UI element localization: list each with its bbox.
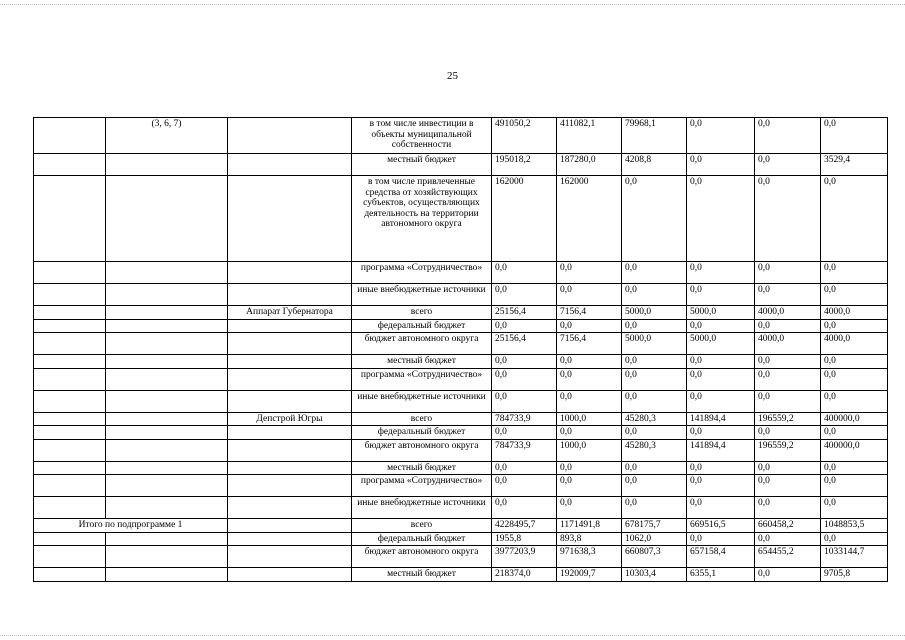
cell-executor xyxy=(228,284,352,306)
cell-value: 0,0 xyxy=(557,497,622,519)
table-row xyxy=(34,306,888,320)
cell-event-number xyxy=(106,306,228,320)
cell-event-number xyxy=(106,412,228,426)
scan-edge-top xyxy=(0,0,905,5)
cell-value: 0,0 xyxy=(492,262,557,284)
cell-value: 971638,3 xyxy=(557,546,622,568)
cell-value: 192009,7 xyxy=(557,568,622,582)
cell-value: 0,0 xyxy=(687,176,755,262)
cell-value: 0,0 xyxy=(622,355,687,369)
cell-funding-source: всего xyxy=(352,412,492,426)
cell-col1 xyxy=(34,439,106,461)
cell-executor xyxy=(228,426,352,440)
cell-value: 660458,2 xyxy=(755,519,821,533)
cell-value: 678175,7 xyxy=(622,519,687,533)
cell-col1 xyxy=(34,568,106,582)
table-row xyxy=(34,475,888,497)
cell-value: 0,0 xyxy=(557,426,622,440)
table-row xyxy=(34,461,888,475)
cell-value: 0,0 xyxy=(557,475,622,497)
cell-value: 4228495,7 xyxy=(492,519,557,533)
cell-col1 xyxy=(34,262,106,284)
cell-value: 784733,9 xyxy=(492,412,557,426)
cell-funding-source: федеральный бюджет xyxy=(352,319,492,333)
cell-value: 0,0 xyxy=(687,390,755,412)
cell-event-number xyxy=(106,390,228,412)
cell-value: 1033144,7 xyxy=(821,546,888,568)
cell-executor: Аппарат Губернатора xyxy=(228,306,352,320)
cell-col1 xyxy=(34,461,106,475)
cell-value: 0,0 xyxy=(557,262,622,284)
cell-executor xyxy=(228,118,352,154)
page-number: 25 xyxy=(447,70,458,82)
cell-value: 0,0 xyxy=(687,319,755,333)
cell-event-number xyxy=(106,154,228,176)
cell-value: 0,0 xyxy=(687,355,755,369)
cell-value: 0,0 xyxy=(821,368,888,390)
cell-col1 xyxy=(34,497,106,519)
cell-value: 0,0 xyxy=(821,532,888,546)
cell-value: 669516,5 xyxy=(687,519,755,533)
cell-executor xyxy=(228,262,352,284)
cell-funding-source: бюджет автономного округа xyxy=(352,439,492,461)
cell-value: 0,0 xyxy=(755,368,821,390)
cell-executor xyxy=(228,497,352,519)
cell-funding-source: местный бюджет xyxy=(352,154,492,176)
cell-executor xyxy=(228,461,352,475)
cell-value: 4000,0 xyxy=(821,333,888,355)
cell-funding-source: в том числе привлеченные средства от хозяйствующих субъектов, осуществляющих деятельность на территории автономного округа xyxy=(352,176,492,262)
cell-event-number xyxy=(106,532,228,546)
cell-value: 0,0 xyxy=(755,176,821,262)
cell-value: 45280,3 xyxy=(622,412,687,426)
cell-value: 0,0 xyxy=(492,461,557,475)
cell-value: 195018,2 xyxy=(492,154,557,176)
cell-value: 0,0 xyxy=(687,475,755,497)
cell-col1 xyxy=(34,390,106,412)
cell-value: 10303,4 xyxy=(622,568,687,582)
cell-value: 5000,0 xyxy=(687,306,755,320)
cell-funding-source: программа «Сотрудничество» xyxy=(352,368,492,390)
table-row xyxy=(34,154,888,176)
cell-value: 0,0 xyxy=(755,284,821,306)
cell-col1 xyxy=(34,176,106,262)
cell-value: 6355,1 xyxy=(687,568,755,582)
cell-value: 0,0 xyxy=(622,497,687,519)
cell-value: 0,0 xyxy=(557,355,622,369)
table-row xyxy=(34,284,888,306)
cell-value: 0,0 xyxy=(492,284,557,306)
cell-value: 196559,2 xyxy=(755,439,821,461)
cell-executor xyxy=(228,333,352,355)
cell-executor xyxy=(228,568,352,582)
cell-value: 0,0 xyxy=(622,426,687,440)
cell-executor: Депстрой Югры xyxy=(228,412,352,426)
cell-funding-source: программа «Сотрудничество» xyxy=(352,262,492,284)
cell-value: 4000,0 xyxy=(821,306,888,320)
cell-value: 1000,0 xyxy=(557,412,622,426)
table-row xyxy=(34,390,888,412)
cell-value: 411082,1 xyxy=(557,118,622,154)
cell-value: 141894,4 xyxy=(687,412,755,426)
cell-executor xyxy=(228,368,352,390)
cell-value: 218374,0 xyxy=(492,568,557,582)
cell-value: 0,0 xyxy=(687,461,755,475)
cell-value: 0,0 xyxy=(821,475,888,497)
cell-value: 784733,9 xyxy=(492,439,557,461)
cell-value: 187280,0 xyxy=(557,154,622,176)
cell-event-number xyxy=(106,546,228,568)
cell-event-number xyxy=(106,284,228,306)
cell-funding-source: бюджет автономного округа xyxy=(352,333,492,355)
cell-event-number xyxy=(106,439,228,461)
cell-value: 5000,0 xyxy=(687,333,755,355)
cell-value: 0,0 xyxy=(821,118,888,154)
table-row xyxy=(34,368,888,390)
table-cut-edge xyxy=(33,604,887,606)
table-row xyxy=(34,519,888,533)
cell-value: 0,0 xyxy=(687,532,755,546)
cell-col1 xyxy=(34,118,106,154)
cell-value: 0,0 xyxy=(755,262,821,284)
cell-value: 0,0 xyxy=(492,355,557,369)
cell-col1 xyxy=(34,412,106,426)
budget-table-body xyxy=(34,118,888,582)
cell-value: 1062,0 xyxy=(622,532,687,546)
cell-event-number xyxy=(106,355,228,369)
cell-value: 0,0 xyxy=(821,355,888,369)
cell-value: 893,8 xyxy=(557,532,622,546)
cell-executor xyxy=(228,355,352,369)
cell-funding-source: иные внебюджетные источники xyxy=(352,497,492,519)
cell-value: 0,0 xyxy=(755,568,821,582)
cell-value: 0,0 xyxy=(821,497,888,519)
cell-value: 196559,2 xyxy=(755,412,821,426)
cell-funding-source: местный бюджет xyxy=(352,568,492,582)
cell-funding-source: иные внебюджетные источники xyxy=(352,284,492,306)
cell-col1 xyxy=(34,426,106,440)
cell-value: 0,0 xyxy=(557,319,622,333)
cell-value: 0,0 xyxy=(821,262,888,284)
cell-funding-source: бюджет автономного округа xyxy=(352,546,492,568)
cell-col1 xyxy=(34,546,106,568)
cell-executor xyxy=(228,176,352,262)
cell-value: 0,0 xyxy=(755,475,821,497)
cell-value: 654455,2 xyxy=(755,546,821,568)
cell-funding-source: федеральный бюджет xyxy=(352,532,492,546)
cell-value: 3977203,9 xyxy=(492,546,557,568)
table-row xyxy=(34,333,888,355)
cell-event-number xyxy=(106,368,228,390)
cell-funding-source: всего xyxy=(352,306,492,320)
cell-value: 7156,4 xyxy=(557,333,622,355)
cell-value: 0,0 xyxy=(492,390,557,412)
cell-funding-source: федеральный бюджет xyxy=(352,426,492,440)
cell-value: 0,0 xyxy=(821,390,888,412)
cell-col1 xyxy=(34,333,106,355)
cell-event-number: (3, 6, 7) xyxy=(106,118,228,154)
cell-value: 0,0 xyxy=(821,176,888,262)
cell-value: 3529,4 xyxy=(821,154,888,176)
table-row xyxy=(34,118,888,154)
cell-value: 5000,0 xyxy=(622,333,687,355)
cell-value: 0,0 xyxy=(821,284,888,306)
cell-value: 491050,2 xyxy=(492,118,557,154)
scan-edge-bottom xyxy=(0,635,905,640)
cell-executor xyxy=(228,475,352,497)
cell-value: 657158,4 xyxy=(687,546,755,568)
cell-value: 4000,0 xyxy=(755,306,821,320)
cell-value: 0,0 xyxy=(755,426,821,440)
cell-value: 0,0 xyxy=(622,262,687,284)
cell-value: 0,0 xyxy=(687,284,755,306)
table-row xyxy=(34,262,888,284)
cell-value: 0,0 xyxy=(492,368,557,390)
table-row xyxy=(34,568,888,582)
cell-value: 1955,8 xyxy=(492,532,557,546)
cell-value: 0,0 xyxy=(622,319,687,333)
cell-value: 162000 xyxy=(557,176,622,262)
cell-value: 0,0 xyxy=(755,118,821,154)
cell-event-number xyxy=(106,461,228,475)
cell-value: 0,0 xyxy=(622,176,687,262)
cell-executor xyxy=(228,519,352,533)
cell-value: 0,0 xyxy=(557,284,622,306)
cell-funding-source: иные внебюджетные источники xyxy=(352,390,492,412)
cell-value: 25156,4 xyxy=(492,306,557,320)
cell-value: 141894,4 xyxy=(687,439,755,461)
cell-value: 0,0 xyxy=(821,319,888,333)
cell-event-number xyxy=(106,262,228,284)
cell-value: 0,0 xyxy=(622,284,687,306)
cell-value: 4208,8 xyxy=(622,154,687,176)
cell-value: 0,0 xyxy=(687,368,755,390)
cell-value: 5000,0 xyxy=(622,306,687,320)
cell-col1 xyxy=(34,368,106,390)
cell-executor xyxy=(228,546,352,568)
table-row xyxy=(34,497,888,519)
cell-value: 1000,0 xyxy=(557,439,622,461)
cell-value: 660807,3 xyxy=(622,546,687,568)
cell-value: 0,0 xyxy=(557,390,622,412)
cell-event-number xyxy=(106,176,228,262)
cell-value: 0,0 xyxy=(492,426,557,440)
cell-value: 0,0 xyxy=(687,426,755,440)
cell-value: 0,0 xyxy=(755,532,821,546)
cell-event-number xyxy=(106,319,228,333)
cell-col1 xyxy=(34,154,106,176)
cell-value: 0,0 xyxy=(821,461,888,475)
cell-value: 4000,0 xyxy=(755,333,821,355)
cell-col1 xyxy=(34,532,106,546)
cell-value: 0,0 xyxy=(821,426,888,440)
cell-funding-source: программа «Сотрудничество» xyxy=(352,475,492,497)
budget-table xyxy=(33,117,888,582)
subtotal-label: Итого по подпрограмме 1 xyxy=(34,519,228,533)
cell-value: 9705,8 xyxy=(821,568,888,582)
cell-event-number xyxy=(106,568,228,582)
cell-value: 0,0 xyxy=(755,497,821,519)
cell-value: 0,0 xyxy=(557,461,622,475)
cell-value: 0,0 xyxy=(755,390,821,412)
cell-value: 79968,1 xyxy=(622,118,687,154)
cell-value: 1171491,8 xyxy=(557,519,622,533)
cell-value: 0,0 xyxy=(687,497,755,519)
cell-value: 0,0 xyxy=(622,475,687,497)
cell-col1 xyxy=(34,475,106,497)
cell-value: 7156,4 xyxy=(557,306,622,320)
cell-value: 0,0 xyxy=(755,355,821,369)
cell-col1 xyxy=(34,306,106,320)
cell-value: 400000,0 xyxy=(821,412,888,426)
cell-event-number xyxy=(106,497,228,519)
cell-value: 0,0 xyxy=(755,154,821,176)
cell-executor xyxy=(228,154,352,176)
cell-funding-source: местный бюджет xyxy=(352,355,492,369)
cell-value: 45280,3 xyxy=(622,439,687,461)
cell-value: 0,0 xyxy=(755,461,821,475)
cell-value: 0,0 xyxy=(687,118,755,154)
cell-funding-source: местный бюджет xyxy=(352,461,492,475)
table-row xyxy=(34,412,888,426)
cell-funding-source: в том числе инвестиции в объекты муниципальной собственности xyxy=(352,118,492,154)
cell-event-number xyxy=(106,426,228,440)
cell-col1 xyxy=(34,284,106,306)
table-row xyxy=(34,546,888,568)
cell-funding-source: всего xyxy=(352,519,492,533)
cell-value: 0,0 xyxy=(492,475,557,497)
table-row xyxy=(34,426,888,440)
cell-executor xyxy=(228,439,352,461)
cell-col1 xyxy=(34,319,106,333)
cell-value: 0,0 xyxy=(492,497,557,519)
cell-value: 0,0 xyxy=(557,368,622,390)
cell-event-number xyxy=(106,333,228,355)
cell-value: 162000 xyxy=(492,176,557,262)
cell-value: 0,0 xyxy=(492,319,557,333)
cell-value: 25156,4 xyxy=(492,333,557,355)
cell-value: 0,0 xyxy=(687,262,755,284)
cell-value: 0,0 xyxy=(687,154,755,176)
cell-value: 0,0 xyxy=(622,461,687,475)
table-row xyxy=(34,319,888,333)
cell-value: 0,0 xyxy=(622,368,687,390)
table-row xyxy=(34,439,888,461)
cell-executor xyxy=(228,532,352,546)
cell-executor xyxy=(228,319,352,333)
table-row xyxy=(34,176,888,262)
cell-value: 0,0 xyxy=(755,319,821,333)
cell-value: 400000,0 xyxy=(821,439,888,461)
table-row xyxy=(34,532,888,546)
cell-value: 0,0 xyxy=(622,390,687,412)
cell-executor xyxy=(228,390,352,412)
cell-event-number xyxy=(106,475,228,497)
cell-col1 xyxy=(34,355,106,369)
cell-value: 1048853,5 xyxy=(821,519,888,533)
table-row xyxy=(34,355,888,369)
